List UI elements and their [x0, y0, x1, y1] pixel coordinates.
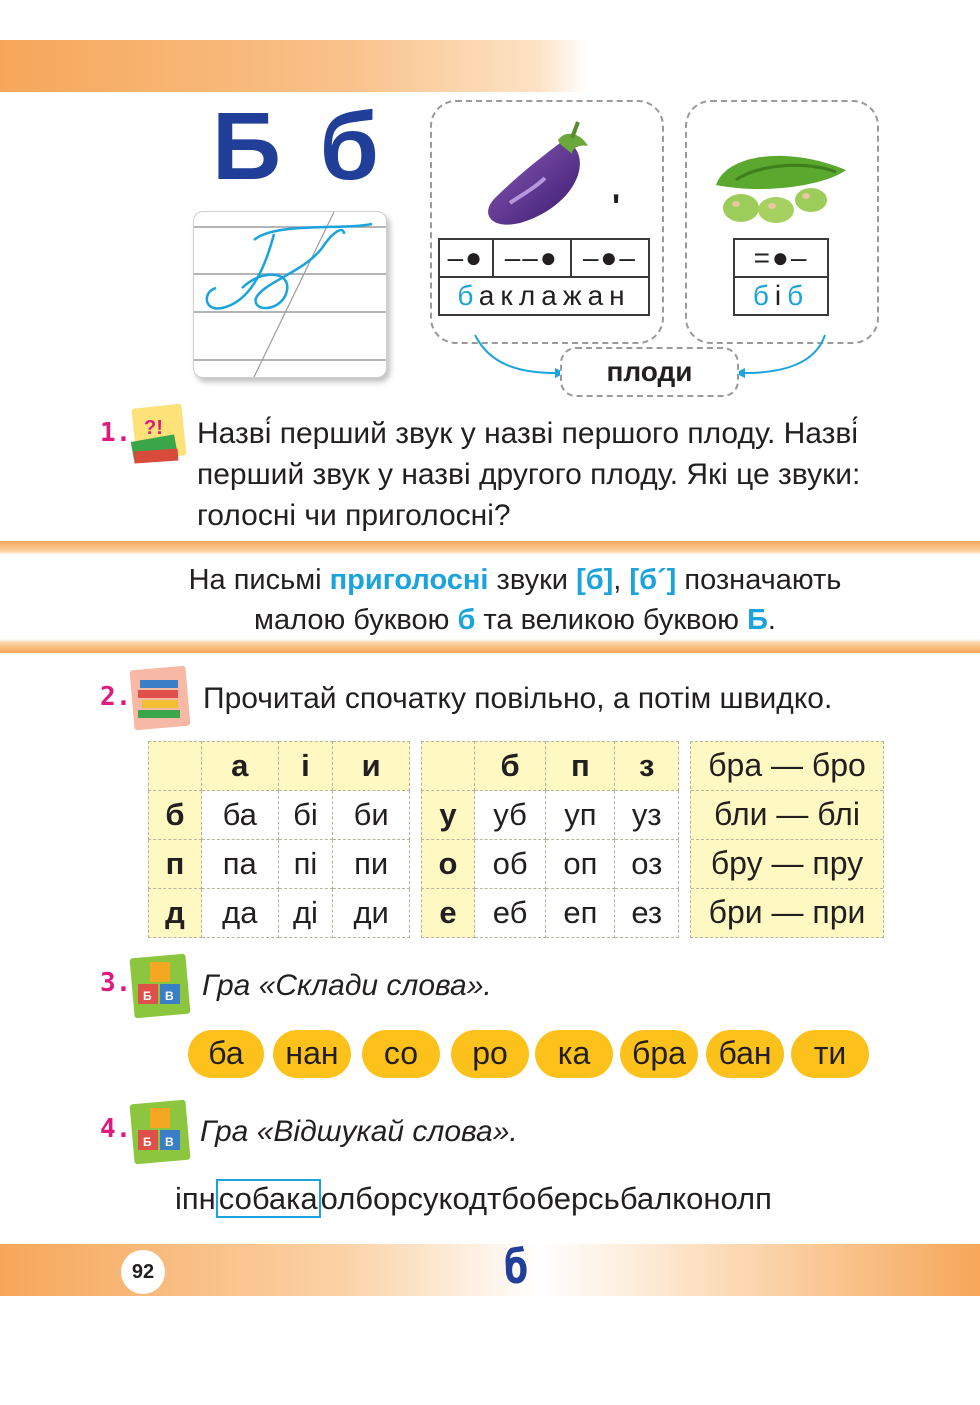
- svg-text:В: В: [165, 989, 174, 1003]
- svg-text:?!: ?!: [144, 417, 163, 439]
- task-number: 4.: [100, 1114, 132, 1144]
- syllable-cell: би: [333, 791, 410, 840]
- scheme-syllable: ––●: [493, 239, 571, 277]
- pair-row: бли — блі: [691, 791, 883, 840]
- task-line: перший звук у назві другого плоду. Які це звуки:: [197, 458, 861, 491]
- column-head: п: [546, 742, 615, 791]
- row-head: у: [422, 791, 475, 840]
- column-head: б: [475, 742, 546, 791]
- task1-text: [197, 413, 860, 536]
- syllable-table-1: [148, 741, 410, 938]
- syllable-cell: ди: [333, 889, 410, 938]
- column-head: і: [278, 742, 333, 791]
- abc-blocks-icon: [126, 952, 192, 1022]
- column-head: и: [333, 742, 410, 791]
- row-head: о: [422, 840, 475, 889]
- syllable-pairs: [690, 741, 884, 938]
- beans-icon: [706, 140, 856, 230]
- row-head: б: [149, 791, 202, 840]
- svg-text:Б: Б: [143, 989, 152, 1003]
- rule-line: На письмі приголосні звуки [б], [б´] позначають: [188, 564, 842, 596]
- rule-text: [0, 560, 980, 640]
- question-book-icon: [126, 402, 188, 468]
- syllable-cell: оз: [615, 840, 679, 889]
- stress-mark: ʹ: [612, 188, 621, 226]
- syllable-cell: ез: [615, 889, 679, 938]
- eggplant-scheme: [438, 238, 650, 316]
- syllable-pill[interactable]: нан: [273, 1030, 351, 1078]
- rule-line: малою буквою б та великою буквою Б.: [254, 604, 776, 636]
- syllable-cell: па: [202, 840, 279, 889]
- syllable-cell: еб: [475, 889, 546, 938]
- task2-text: Прочитай спочатку повільно, а потім швидко.: [203, 682, 833, 715]
- syllable-cell: пи: [333, 840, 410, 889]
- scheme-syllable: =●–: [734, 239, 828, 277]
- syllable-pill[interactable]: бра: [620, 1030, 698, 1078]
- category-label: плоди: [560, 347, 739, 397]
- cursive-letter-box: [193, 211, 387, 378]
- syllable-cell: уп: [546, 791, 615, 840]
- task-number: 2.: [100, 682, 132, 712]
- scheme-syllable: –●: [439, 239, 493, 277]
- beans-word: біб: [734, 277, 828, 315]
- page-number: 92: [121, 1250, 165, 1294]
- syllable-cell: уб: [475, 791, 546, 840]
- syllable-pill[interactable]: бан: [706, 1030, 784, 1078]
- svg-text:В: В: [165, 1135, 174, 1149]
- syllable-cell: об: [475, 840, 546, 889]
- found-word[interactable]: собака: [216, 1179, 321, 1218]
- row-head: е: [422, 889, 475, 938]
- abc-blocks-icon: [126, 1098, 192, 1168]
- scheme-syllable: –●–: [571, 239, 649, 277]
- eggplant-icon: [480, 118, 600, 228]
- header-band: [0, 40, 980, 92]
- row-head: д: [149, 889, 202, 938]
- syllable-pill[interactable]: ба: [188, 1030, 264, 1078]
- task-number: 1.: [100, 418, 132, 448]
- task3-text: Гра «Склади слова».: [202, 969, 492, 1002]
- syllable-pill[interactable]: со: [362, 1030, 440, 1078]
- svg-text:Б: Б: [143, 1135, 152, 1149]
- letter-chain: іпнсобакаолборсукодтбоберсьбалконолп: [175, 1181, 772, 1216]
- syllable-cell: оп: [546, 840, 615, 889]
- row-head: п: [149, 840, 202, 889]
- pair-row: бру — пру: [691, 840, 883, 889]
- syllable-cell: ба: [202, 791, 279, 840]
- syllable-cell: ді: [278, 889, 333, 938]
- syllable-pill[interactable]: ти: [791, 1030, 869, 1078]
- syllable-cell: бі: [278, 791, 333, 840]
- task4-text: Гра «Відшукай слова».: [200, 1115, 518, 1148]
- eggplant-word: баклажан: [439, 277, 649, 315]
- cursive-letter-drawing: [194, 212, 386, 377]
- syllable-table-2: [421, 741, 679, 938]
- corner-cell: [149, 742, 202, 791]
- syllable-cell: пі: [278, 840, 333, 889]
- syllable-pill[interactable]: ка: [535, 1030, 613, 1078]
- task-line: Назві́ перший звук у назві першого плоду. Назві́: [197, 417, 858, 450]
- beans-scheme: [733, 238, 829, 316]
- syllable-cell: уз: [615, 791, 679, 840]
- column-head: а: [202, 742, 279, 791]
- footer-letter: б: [504, 1240, 529, 1294]
- corner-cell: [422, 742, 475, 791]
- syllable-cell: да: [202, 889, 279, 938]
- pair-row: бра — бро: [691, 742, 883, 791]
- pair-row: бри — при: [708, 894, 866, 930]
- column-head: з: [615, 742, 679, 791]
- task-number: 3.: [100, 968, 132, 998]
- books-stack-icon: [126, 664, 192, 734]
- syllable-pill[interactable]: ро: [451, 1030, 529, 1078]
- task-line: голосні чи приголосні?: [197, 499, 511, 532]
- letter-title: Б б: [212, 93, 385, 200]
- syllable-cell: еп: [546, 889, 615, 938]
